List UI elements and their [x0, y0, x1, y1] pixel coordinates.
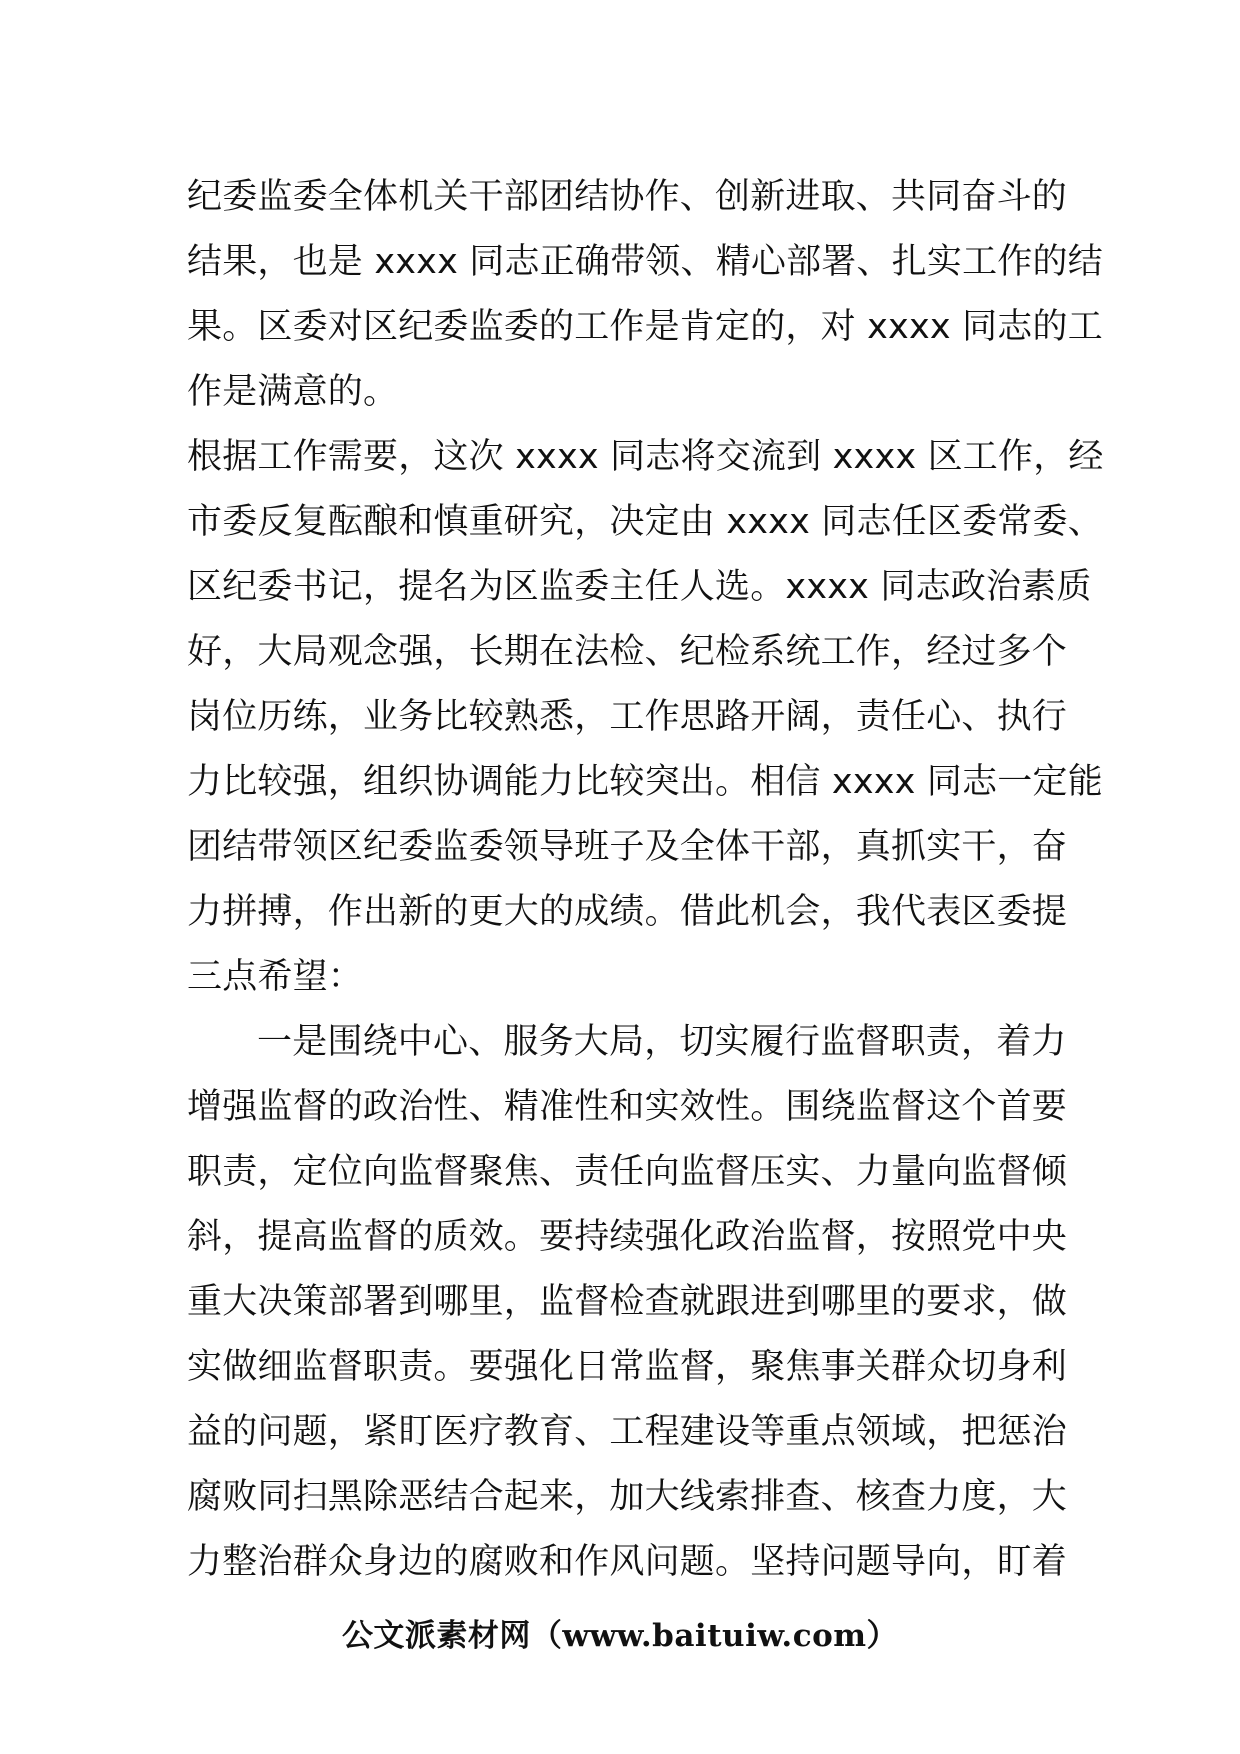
- text-line: 作是满意的。: [187, 372, 399, 412]
- footer-watermark: 公文派素材网（www.baituiw.com）: [341, 1618, 899, 1654]
- text-line: 区纪委书记，提名为区监委主任人选。xxxx 同志政治素质: [187, 567, 1092, 607]
- text-line: 职责，定位向监督聚焦、责任向监督压实、力量向监督倾: [187, 1152, 1068, 1192]
- text-line: 益的问题，紧盯医疗教育、工程建设等重点领域，把惩治: [187, 1412, 1068, 1452]
- text-line: 市委反复酝酿和慎重研究，决定由 xxxx 同志任区委常委、: [187, 502, 1103, 542]
- text-line: 纪委监委全体机关干部团结协作、创新进取、共同奋斗的: [187, 177, 1068, 217]
- text-line: 实做细监督职责。要强化日常监督，聚焦事关群众切身利: [187, 1347, 1068, 1387]
- text-line: 重大决策部署到哪里，监督检查就跟进到哪里的要求，做: [187, 1282, 1068, 1322]
- text-line: 力整治群众身边的腐败和作风问题。坚持问题导向，盯着: [187, 1542, 1068, 1582]
- text-line: 好，大局观念强，长期在法检、纪检系统工作，经过多个: [187, 632, 1068, 672]
- paragraph: [187, 165, 1103, 425]
- paragraph: [187, 1010, 1067, 1595]
- text-line: 根据工作需要，这次 xxxx 同志将交流到 xxxx 区工作，经: [187, 437, 1104, 477]
- paragraph: [187, 425, 1104, 1010]
- text-line: 增强监督的政治性、精准性和实效性。围绕监督这个首要: [187, 1087, 1068, 1127]
- text-line: 斜，提高监督的质效。要持续强化政治监督，按照党中央: [187, 1217, 1068, 1257]
- text-line: 三点希望：: [187, 957, 364, 997]
- text-line: 腐败同扫黑除恶结合起来，加大线索排查、核查力度，大: [187, 1477, 1068, 1517]
- text-line: 结果，也是 xxxx 同志正确带领、精心部署、扎实工作的结: [187, 242, 1103, 282]
- text-line: 果。区委对区纪委监委的工作是肯定的，对 xxxx 同志的工: [187, 307, 1103, 347]
- document-body: [187, 165, 1104, 1595]
- text-line: 力比较强，组织协调能力比较突出。相信 xxxx 同志一定能: [187, 762, 1103, 802]
- text-line: 力拼搏，作出新的更大的成绩。借此机会，我代表区委提: [187, 892, 1068, 932]
- text-line: 岗位历练，业务比较熟悉，工作思路开阔，责任心、执行: [187, 697, 1068, 737]
- text-line: 团结带领区纪委监委领导班子及全体干部，真抓实干，奋: [187, 827, 1068, 867]
- text-line: 一是围绕中心、服务大局，切实履行监督职责，着力: [257, 1022, 1067, 1062]
